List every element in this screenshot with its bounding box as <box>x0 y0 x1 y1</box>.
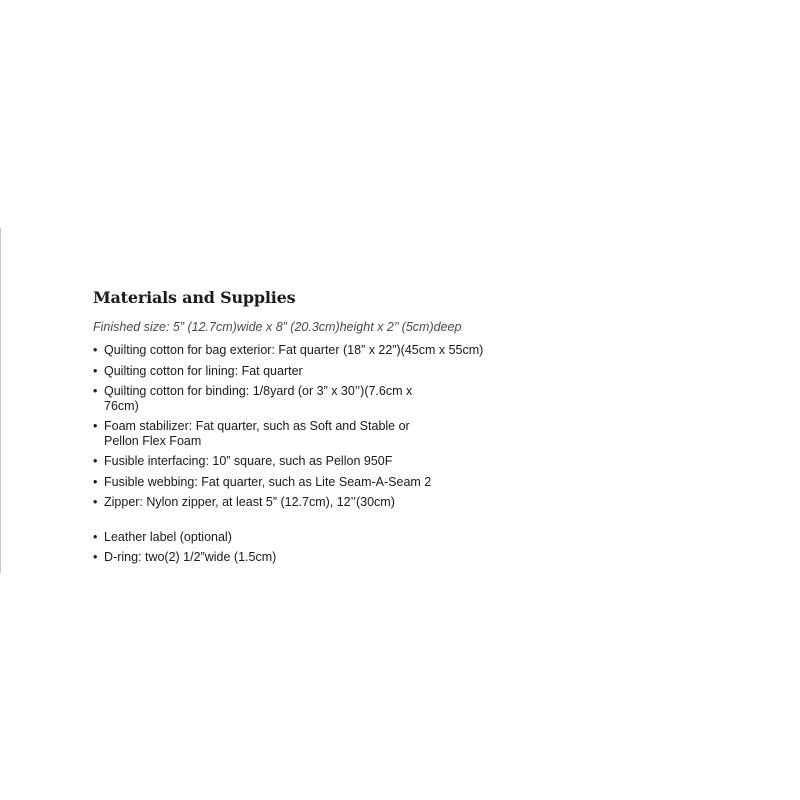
bullet-icon: • <box>93 384 98 398</box>
list-item <box>93 530 653 545</box>
list-item <box>93 495 653 510</box>
list-item <box>93 454 653 469</box>
list-item <box>93 343 653 358</box>
page-edge-rule <box>0 228 1 573</box>
bullet-icon: • <box>93 343 98 357</box>
list-item-text: D-ring: two(2) 1/2”wide (1.5cm) <box>104 550 277 564</box>
bullet-icon: • <box>93 419 98 433</box>
bullet-icon: • <box>93 454 98 468</box>
list-item <box>93 384 653 413</box>
list-item <box>93 364 653 379</box>
finished-size-note: Finished size: 5” (12.7cm)wide x 8” (20.3cm)height x 2’’ (5cm)deep <box>93 320 462 334</box>
list-item-text: Leather label (optional) <box>104 529 232 544</box>
list-item-text: Fusible webbing: Fat quarter, such as Lite Seam-A-Seam 2 <box>104 474 432 489</box>
materials-section <box>93 287 653 571</box>
list-item-text: Foam stabilizer: Fat quarter, such as Soft and Stable or Pellon Flex Foam <box>104 419 410 448</box>
list-item-text: Quilting cotton for binding: 1/8yard (or 3” x 30’’)(7.6cm x 76cm) <box>104 384 413 413</box>
supplies-list <box>93 343 653 565</box>
list-item-text: Quilting cotton for bag exterior: Fat quarter (18” x 22”)(45cm x 55cm) <box>104 343 484 357</box>
bullet-icon: • <box>93 495 98 509</box>
bullet-icon: • <box>93 550 98 564</box>
bullet-icon: • <box>93 474 98 489</box>
bullet-icon: • <box>93 529 98 544</box>
section-heading: Materials and Supplies <box>93 288 296 307</box>
list-item-text: Zipper: Nylon zipper, at least 5” (12.7cm), 12’’(30cm) <box>104 495 395 509</box>
bullet-icon: • <box>93 363 98 378</box>
list-item-text: Quilting cotton for lining: Fat quarter <box>104 363 303 378</box>
list-item <box>93 550 653 565</box>
list-item-text: Fusible interfacing: 10” square, such as Pellon 950F <box>104 454 393 468</box>
list-item <box>93 475 653 490</box>
list-item <box>93 419 653 448</box>
